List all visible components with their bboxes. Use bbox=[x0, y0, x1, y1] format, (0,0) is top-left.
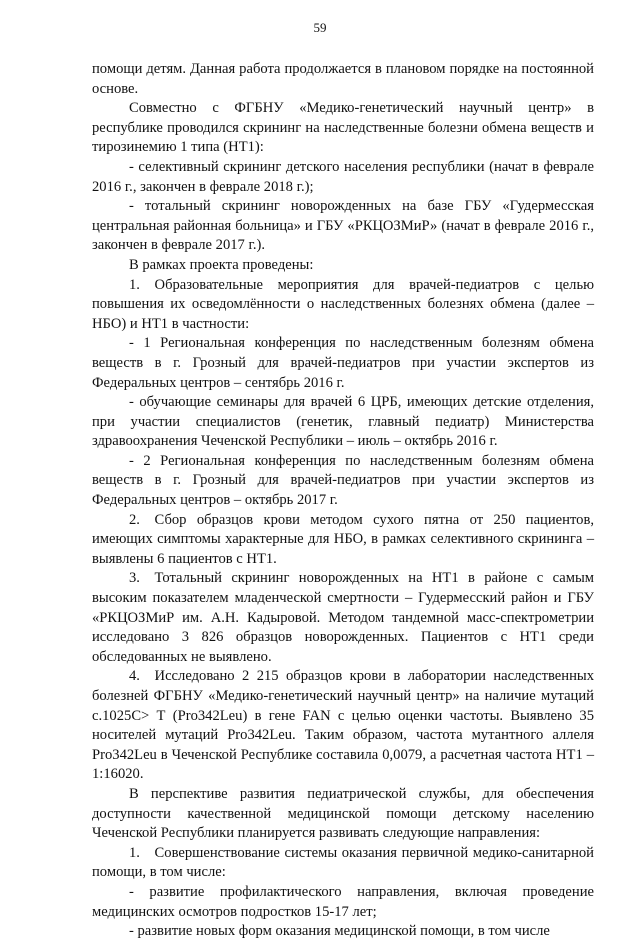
paragraph: 1. Совершенствование системы оказания первичной медико-санитарной помощи, в том числе: bbox=[92, 844, 594, 881]
paragraph: - 1 Региональная конференция по наследственным болезням обмена веществ в г. Грозный для врачей-педиатров при участии экспертов из Федеральных центров – сентябрь 2016 г. bbox=[92, 335, 594, 391]
paragraph: В перспективе развития педиатрической службы, для обеспечения доступности качественной медицинской помощи детскому населению Чеченской Республики планируется развивать следующие направления: bbox=[92, 785, 594, 842]
page-number: 59 bbox=[313, 20, 327, 35]
paragraph: Совместно с ФГБНУ «Медико-генетический научный центр» в республике проводился скрининг на наследственные болезни обмена веществ и тирозинемию 1 типа (НТ1): bbox=[92, 100, 594, 156]
paragraph: 4. Исследовано 2 215 образцов крови в лаборатории наследственных болезней ФГБНУ «Медико-генетический научный центр» на наличие мутаций с.1025С> Т (Pro342Leu) в гене FAN с целью оценки частоты. Выявлено 35 носителей мутаций Pro342Leu. Таким образом, частота мутантного аллеля Pro342Leu в Чеченской Республике составила 0,0079, а расчетная частота НТ1 – 1:16020. bbox=[92, 668, 594, 783]
paragraph: - 2 Региональная конференция по наследственным болезням обмена веществ в г. Грозный для врачей-педиатров при участии экспертов из Федеральных центров – октябрь 2017 г. bbox=[92, 452, 594, 509]
paragraph: - селективный скрининг детского населения республики (начат в феврале 2016 г., закончен в феврале 2018 г.); bbox=[92, 158, 594, 195]
paragraph: помощи детям. Данная работа продолжается в плановом порядке на постоянной основе. bbox=[92, 61, 594, 97]
paragraph: 3. Тотальный скрининг новорожденных на НТ1 в районе с самым высоким показателем младенческой смертности – Гудермесский район и ГБУ «РКЦОЗМиР им. А.Н. Кадыровой. Методом тандемной масс-спектрометрии исследовано 3 826 образцов новорожденных. Пациентов с НТ1 среди обследованных не выявлено. bbox=[92, 570, 594, 665]
paragraph: - тотальный скрининг новорожденных на базе ГБУ «Гудермесская центральная районная больница» и ГБУ «РКЦОЗМиР» (начат в феврале 2016 г., закончен в феврале 2017 г.). bbox=[92, 198, 594, 254]
paragraph: - развитие профилактического направления, включая проведение медицинских осмотров подростков 15-17 лет; bbox=[92, 883, 594, 920]
paragraph: 2. Сбор образцов крови методом сухого пятна от 250 пациентов, имеющих симптомы характерные для НБО, в рамках селективного скрининга – выявлены 6 пациентов с НТ1. bbox=[92, 511, 594, 567]
paragraph: - развитие новых форм оказания медицинской помощи, в том числе bbox=[129, 923, 550, 940]
paragraph: 1. Образовательные мероприятия для врачей-педиатров с целью повышения их осведомлённости о наследственных болезнях обмена (далее – НБО) и НТ1 в частности: bbox=[92, 276, 594, 332]
paragraph: В рамках проекта проведены: bbox=[129, 256, 314, 273]
document-body bbox=[92, 60, 594, 942]
paragraph: - обучающие семинары для врачей 6 ЦРБ, имеющих детские отделения, при участии специалистов (генетик, главный педиатр) Министерства здравоохранения Чеченской Республики – июль – октябрь 2016 г. bbox=[92, 394, 594, 450]
